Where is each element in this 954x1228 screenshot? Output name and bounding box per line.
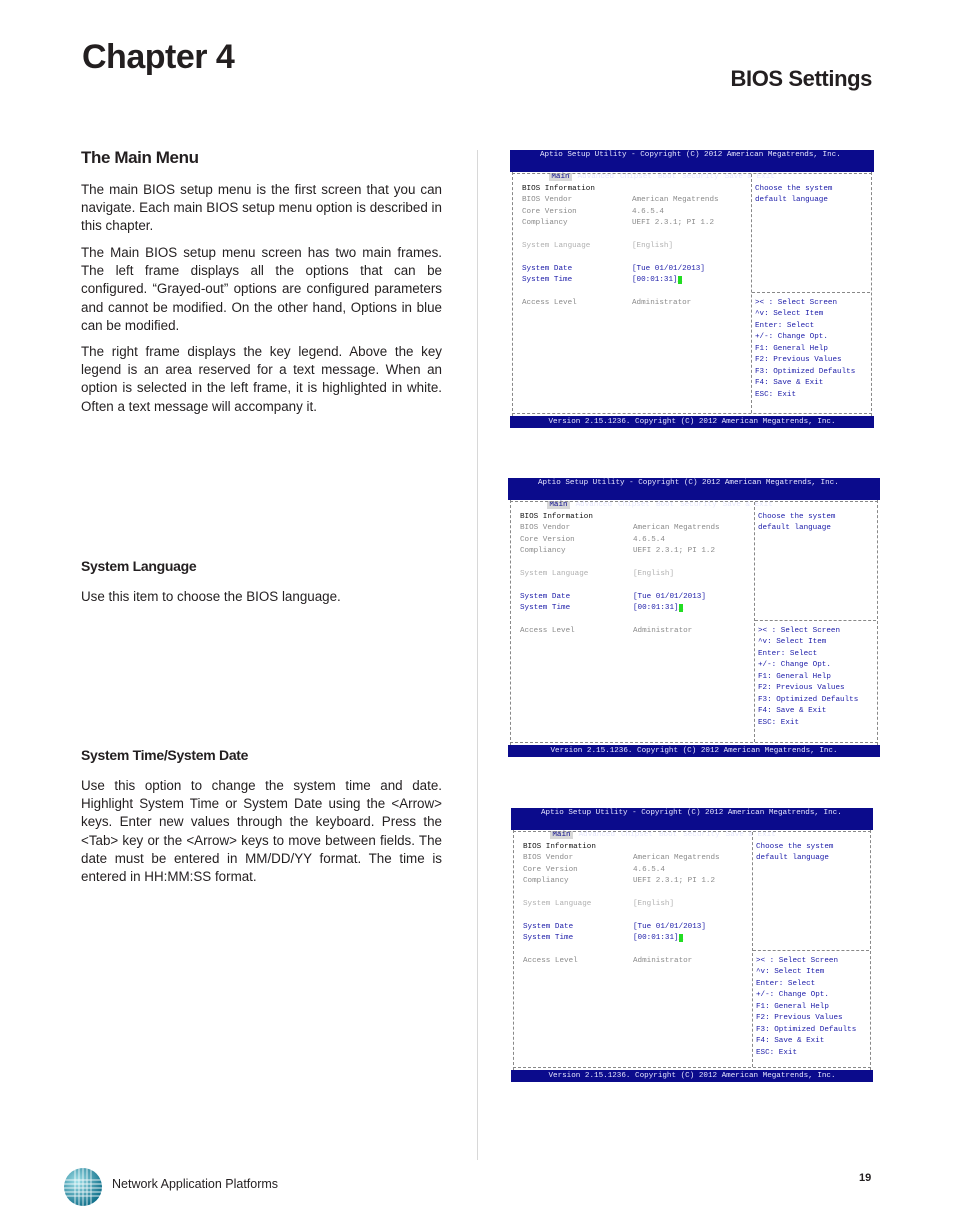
key-legend-item: F1: General Help: [758, 673, 831, 681]
cursor-block: _: [678, 604, 684, 612]
bios-tab-boot: Boot: [658, 831, 678, 840]
core-version-label: Core Version: [522, 208, 577, 216]
core-version-label: Core Version: [520, 536, 575, 544]
bios-frame-divider: [751, 174, 752, 413]
system-time-text: [00:01:31]: [633, 604, 679, 612]
bios-screenshot-main: [510, 150, 874, 428]
key-legend-item: F3: Optimized Defaults: [755, 368, 856, 376]
bios-legend-separator: [753, 950, 869, 951]
bios-vendor-label: BIOS Vendor: [520, 524, 571, 532]
bios-info-header: BIOS Information: [523, 843, 596, 851]
compliancy-value: UEFI 2.3.1; PI 1.2: [633, 877, 716, 885]
cursor-block: _: [677, 276, 683, 284]
system-language-value: [English]: [632, 242, 674, 250]
bios-version-bar: Version 2.15.1236. Copyright (C) 2012 American Megatrends, Inc.: [511, 1070, 873, 1082]
bios-tab-security: Security: [682, 173, 719, 182]
key-legend-item: F1: General Help: [755, 345, 828, 353]
access-level-value: Administrator: [633, 957, 693, 965]
bios-tab-boot: Boot: [657, 173, 677, 182]
column-divider: [477, 150, 478, 1160]
key-legend-item: ^v: Select Item: [756, 968, 825, 976]
system-language-paragraph: Use this item to choose the BIOS language.: [81, 589, 341, 604]
main-menu-heading: The Main Menu: [81, 148, 199, 167]
bios-screenshot-language: [508, 478, 880, 757]
key-legend-item: +/-: Change Opt.: [756, 991, 829, 999]
key-legend-item: F3: Optimized Defaults: [758, 696, 859, 704]
footer-brand: Network Application Platforms: [112, 1177, 279, 1191]
access-level-label: Access Level: [520, 627, 575, 635]
bios-version-bar: Version 2.15.1236. Copyright (C) 2012 American Megatrends, Inc.: [510, 416, 874, 428]
bios-vendor-value: American Megatrends: [633, 524, 720, 532]
access-level-value: Administrator: [632, 299, 692, 307]
compliancy-label: Compliancy: [522, 219, 568, 227]
bios-tab-chipset: Chipset: [620, 173, 652, 182]
system-time-text: [00:01:31]: [632, 276, 678, 284]
bios-version-bar: Version 2.15.1236. Copyright (C) 2012 American Megatrends, Inc.: [508, 745, 880, 757]
system-date-label: System Date: [523, 923, 574, 931]
cursor-block: _: [678, 934, 684, 942]
compliancy-label: Compliancy: [520, 547, 566, 555]
bios-tab-advanced: Advanced: [578, 831, 616, 840]
bios-tab-save-exit: Save & Exit: [722, 501, 773, 510]
bios-legend-separator: [752, 292, 870, 293]
key-legend-item: F3: Optimized Defaults: [756, 1026, 857, 1034]
bios-tab-boot: Boot: [655, 501, 675, 510]
bios-tab-security: Security: [680, 501, 717, 510]
system-time-label: System Time: [520, 604, 571, 612]
system-language-label: System Language: [522, 242, 591, 250]
compliancy-value: UEFI 2.3.1; PI 1.2: [633, 547, 716, 555]
help-text-line-1: Choose the system: [756, 843, 834, 851]
key-legend-item: ^v: Select Item: [755, 310, 824, 318]
system-date-label: System Date: [522, 265, 573, 273]
key-legend-item: Enter: Select: [756, 980, 816, 988]
bios-tab-security: Security: [683, 831, 720, 840]
system-time-text: [00:01:31]: [633, 934, 679, 942]
access-level-label: Access Level: [523, 957, 578, 965]
system-time-value: [633, 603, 683, 614]
key-legend-item: ESC: Exit: [755, 391, 797, 399]
company-logo-icon: [60, 1162, 106, 1208]
bios-tab-main: Main: [549, 501, 568, 510]
key-legend-item: +/-: Change Opt.: [755, 333, 828, 341]
bios-frame-top: [510, 501, 878, 502]
bios-info-header: BIOS Information: [522, 185, 595, 193]
bios-title-bar: [510, 150, 874, 182]
bios-frame-bottom: [510, 742, 878, 743]
system-date-value: [Tue 01/01/2013]: [632, 265, 705, 273]
system-time-label: System Time: [522, 276, 573, 284]
section-title: BIOS Settings: [730, 66, 872, 91]
system-date-value: [Tue 01/01/2013]: [633, 593, 706, 601]
key-legend-item: ESC: Exit: [758, 719, 800, 727]
core-version-value: 4.6.5.4: [633, 866, 665, 874]
system-language-value: [English]: [633, 570, 675, 578]
bios-frame-top: [513, 831, 871, 832]
chapter-title: Chapter 4: [82, 38, 235, 76]
bios-tab-chipset: Chipset: [618, 501, 650, 510]
key-legend-item: F4: Save & Exit: [758, 707, 827, 715]
compliancy-label: Compliancy: [523, 877, 569, 885]
access-level-label: Access Level: [522, 299, 577, 307]
bios-title-bar: [511, 808, 873, 840]
key-legend-item: F2: Previous Values: [758, 684, 845, 692]
key-legend-item: ESC: Exit: [756, 1049, 798, 1057]
bios-tab-chipset: Chipset: [621, 831, 653, 840]
bios-vendor-label: BIOS Vendor: [523, 854, 574, 862]
core-version-value: 4.6.5.4: [632, 208, 664, 216]
system-time-paragraph: Use this option to change the system time and date. Highlight System Time or System Date using the <Arrow> keys. Enter new values through the keyboard. Press the <Tab> key or the <Arrow> keys to move between fields. The date must be entered in MM/DD/YY format. The time is entered in HH:MM:SS format.: [81, 778, 442, 885]
system-date-value: [Tue 01/01/2013]: [633, 923, 706, 931]
bios-title-bar: [508, 478, 880, 510]
bios-vendor-value: American Megatrends: [633, 854, 720, 862]
bios-tab-save-exit: Save & Exit: [724, 173, 775, 182]
system-language-heading: System Language: [81, 558, 197, 574]
bios-screenshot-time: [511, 808, 873, 1082]
bios-frame-divider: [754, 502, 755, 742]
system-date-label: System Date: [520, 593, 571, 601]
system-language-value: [English]: [633, 900, 675, 908]
key-legend-item: F1: General Help: [756, 1003, 829, 1011]
bios-frame-bottom: [512, 413, 872, 414]
key-legend-item: >< : Select Screen: [755, 299, 838, 307]
key-legend-item: F4: Save & Exit: [756, 1037, 825, 1045]
system-time-value: [632, 275, 682, 286]
main-menu-paragraph-1: The main BIOS setup menu is the first screen that you can navigate. Each main BIOS setup menu option is described in this chapter.: [81, 182, 442, 234]
bios-vendor-label: BIOS Vendor: [522, 196, 573, 204]
key-legend-item: +/-: Change Opt.: [758, 661, 831, 669]
key-legend-item: Enter: Select: [755, 322, 815, 330]
main-menu-paragraph-3: The right frame displays the key legend. Above the key legend is an area reserved for a text message. When an option is selected in the left frame, it is highlighted in white. Often a text message will accompany it.: [81, 344, 442, 414]
key-legend-item: Enter: Select: [758, 650, 818, 658]
bios-legend-separator: [755, 620, 876, 621]
key-legend-item: >< : Select Screen: [758, 627, 841, 635]
help-text-line-2: default language: [756, 854, 829, 862]
system-time-value: [633, 933, 683, 944]
bios-tab-main: Main: [551, 173, 570, 182]
bios-tab-save-exit: Save & Exit: [725, 831, 776, 840]
system-language-label: System Language: [520, 570, 589, 578]
system-language-label: System Language: [523, 900, 592, 908]
key-legend-item: ^v: Select Item: [758, 638, 827, 646]
core-version-value: 4.6.5.4: [633, 536, 665, 544]
main-menu-paragraph-2: The Main BIOS setup menu screen has two main frames. The left frame displays all the options that can be configured. “Grayed-out” options are configured parameters and cannot be modified. On the other hand, Options in blue can be modified.: [81, 245, 442, 333]
help-text-line-1: Choose the system: [755, 185, 833, 193]
page-number: 19: [859, 1172, 872, 1184]
key-legend-item: F2: Previous Values: [756, 1014, 843, 1022]
bios-frame-bottom: [513, 1067, 871, 1068]
bios-tab-main: Main: [552, 831, 571, 840]
key-legend-item: F4: Save & Exit: [755, 379, 824, 387]
help-text-line-2: default language: [755, 196, 828, 204]
bios-frame-top: [512, 173, 872, 174]
help-text-line-2: default language: [758, 524, 831, 532]
bios-title: Aptio Setup Utility - Copyright (C) 2012 American Megatrends, Inc.: [538, 479, 839, 487]
bios-vendor-value: American Megatrends: [632, 196, 719, 204]
bios-title: Aptio Setup Utility - Copyright (C) 2012 American Megatrends, Inc.: [541, 809, 842, 817]
system-time-label: System Time: [523, 934, 574, 942]
bios-tab-advanced: Advanced: [577, 173, 615, 182]
bios-tab-advanced: Advanced: [575, 501, 613, 510]
key-legend-item: F2: Previous Values: [755, 356, 842, 364]
compliancy-value: UEFI 2.3.1; PI 1.2: [632, 219, 715, 227]
core-version-label: Core Version: [523, 866, 578, 874]
bios-title: Aptio Setup Utility - Copyright (C) 2012 American Megatrends, Inc.: [540, 151, 841, 159]
system-time-heading: System Time/System Date: [81, 747, 249, 763]
bios-info-header: BIOS Information: [520, 513, 593, 521]
help-text-line-1: Choose the system: [758, 513, 836, 521]
key-legend-item: >< : Select Screen: [756, 957, 839, 965]
access-level-value: Administrator: [633, 627, 693, 635]
